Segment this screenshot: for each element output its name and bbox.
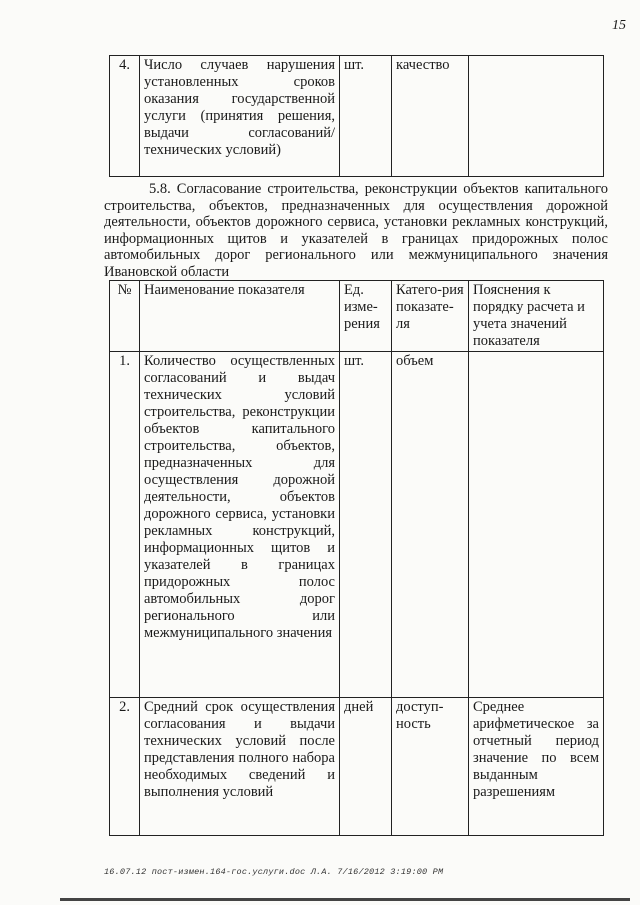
page-bottom-rule: [60, 898, 630, 901]
indicators-table-continued: [109, 55, 604, 177]
header-unit: Ед. изме-рения: [340, 281, 392, 352]
header-category: Катего-рия показате-ля: [392, 281, 469, 352]
indicator-name: Число случаев нарушения установленных сроков оказания государственной услуги (принятия решения, выдачи согласований/технических условий): [140, 56, 340, 177]
table-row: [110, 698, 604, 836]
header-name: Наименование показателя: [140, 281, 340, 352]
indicator-name: Количество осуществленных согласований и выдач технических условий строительства, реконструкции объектов капитального строительства, объектов, предназначенных для осуществления дорожной деятельности, объектов дорожного сервиса, установки рекламных конструкций, информационных щитов и указателей в границах придорожных полос автомобильных дорог регионального или межмуниципального значения: [140, 352, 340, 698]
category-cell: доступ-ность: [392, 698, 469, 836]
header-notes: Пояснения к порядку расчета и учета значений показателя: [469, 281, 604, 352]
indicator-name: Средний срок осуществления согласования и выдачи технических условий после представления полного набора необходимых сведений и выполнения условий: [140, 698, 340, 836]
category-cell: качество: [392, 56, 469, 177]
unit-cell: шт.: [340, 56, 392, 177]
header-num: №: [110, 281, 140, 352]
table-row: [110, 352, 604, 698]
row-number: 4.: [110, 56, 140, 177]
unit-cell: шт.: [340, 352, 392, 698]
table-header-row: [110, 281, 604, 352]
row-number: 2.: [110, 698, 140, 836]
row-number: 1.: [110, 352, 140, 698]
page-number: 15: [612, 18, 626, 33]
notes-cell: Среднее арифметическое за отчетный период значение по всем выданным разрешениям: [469, 698, 604, 836]
indicators-table: [109, 280, 604, 836]
document-footer: 16.07.12 пост-измен.164-гос.услуги.doc Л.А. 7/16/2012 3:19:00 PM: [104, 867, 444, 877]
table-row: [110, 56, 604, 177]
notes-cell: [469, 352, 604, 698]
notes-cell: [469, 56, 604, 177]
category-cell: объем: [392, 352, 469, 698]
section-heading: 5.8. Согласование строительства, реконструкции объектов капитального строительства, объектов, предназначенных для осуществления дорожной деятельности, объектов дорожного сервиса, установки рекламных конструкций, информационных щитов и указателей в границах придорожных полос автомобильных дорог регионального или межмуниципального значения Ивановской области: [104, 181, 608, 280]
unit-cell: дней: [340, 698, 392, 836]
